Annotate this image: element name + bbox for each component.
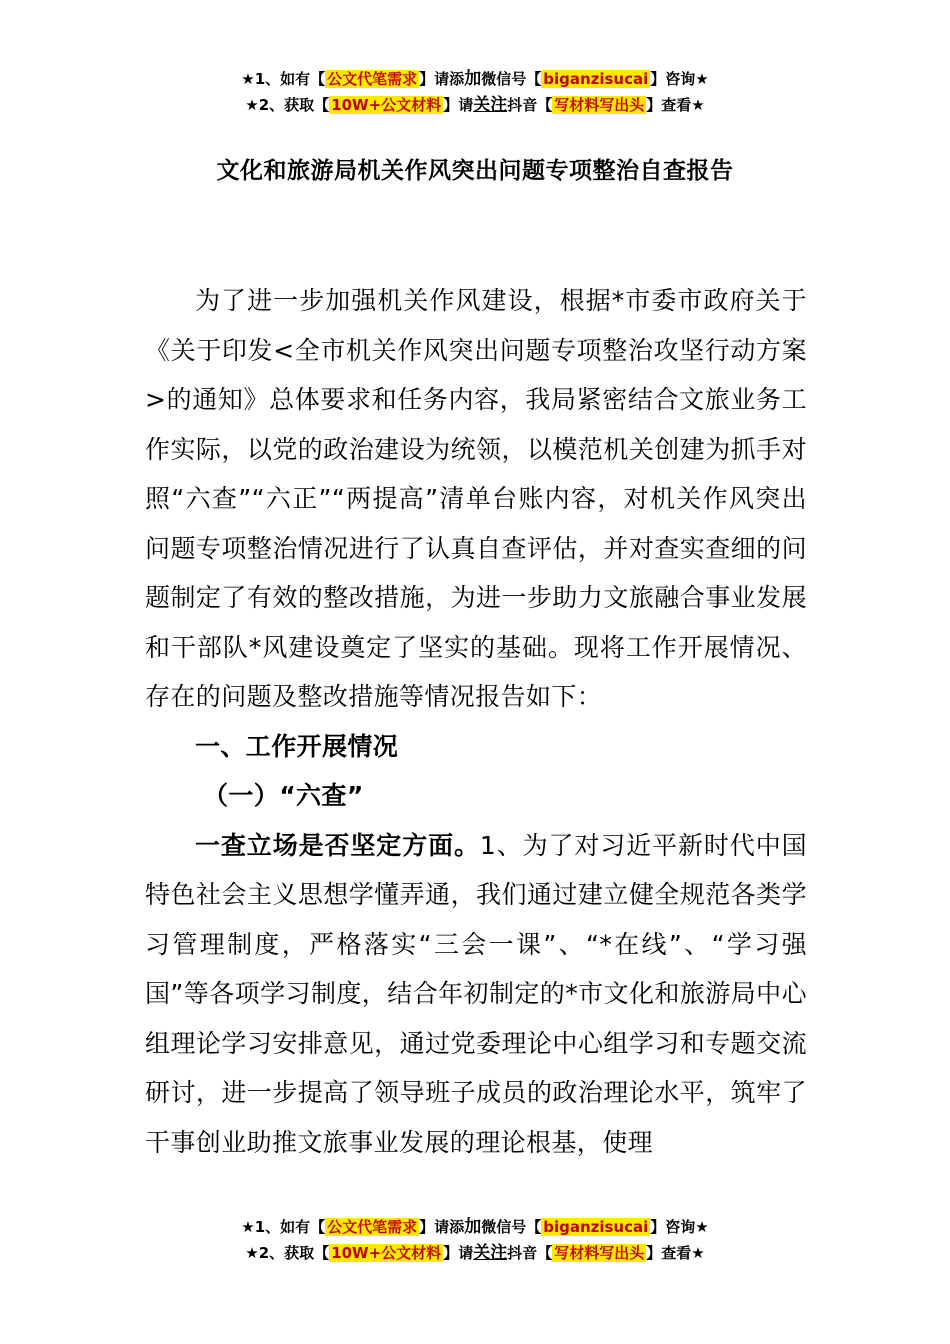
banner-text: 加 [464, 69, 482, 89]
banner-highlight: 10W+公文材料 [331, 96, 442, 114]
banner-text: 】请添 [419, 1218, 465, 1236]
banner-text: 】请 [443, 1244, 474, 1262]
banner-text: 加 [464, 1217, 482, 1237]
paragraph-body [145, 821, 807, 1168]
banner-highlight: biganzisucai [543, 70, 649, 88]
banner-text: 关注 [473, 1243, 508, 1263]
subsection-heading: （一）“六查” [203, 781, 364, 810]
banner-line-2 [0, 92, 950, 118]
banner-text: 抖音【 [507, 96, 553, 114]
banner-line-2 [0, 1240, 950, 1266]
banner-line-1 [0, 1214, 950, 1240]
section-heading: 一、工作开展情况 [195, 731, 399, 761]
paragraph-lead: 一查立场是否坚定方面。 [195, 830, 480, 860]
banner-text: 】咨询★ [650, 70, 709, 88]
banner-text: 】请添 [419, 70, 465, 88]
banner-text: ★1、如有【 [241, 1218, 326, 1236]
banner-highlight: 写材料写出头 [554, 96, 645, 114]
document-title: 文化和旅游局机关作风突出问题专项整治自查报告 [216, 158, 734, 184]
banner-text: 】查看★ [646, 1244, 705, 1262]
banner-text: ★1、如有【 [241, 70, 326, 88]
banner-highlight: biganzisucai [543, 1218, 649, 1236]
banner-highlight: 写材料写出头 [554, 1244, 645, 1262]
banner-text: ★2、获取【 [245, 96, 330, 114]
banner-text: 】请 [443, 96, 474, 114]
document-body [145, 276, 807, 1167]
paragraph-intro: 为了进一步加强机关作风建设，根据*市委市政府关于《关于印发<全市机关作风突出问题专项整治攻坚行动方案>的通知》总体要求和任务内容，我局紧密结合文旅业务工作实际，以党的政治建设为统领，以模范机关创建为抓手对照“六查”“六正”“两提高”清单台账内容，对机关作风突出问题专项整治情况进行了认真自查评估，并对查实查细的问题制定了有效的整改措施，为进一步助力文旅融合事业发展和干部队*风建设奠定了坚实的基础。现将工作开展情况、存在的问题及整改措施等情况报告如下： [145, 286, 807, 711]
header-banner [0, 66, 950, 118]
banner-highlight: 公文代笔需求 [327, 70, 418, 88]
banner-text: 】咨询★ [650, 1218, 709, 1236]
banner-highlight: 10W+公文材料 [331, 1244, 442, 1262]
banner-text: 微信号【 [481, 70, 542, 88]
banner-text: 关注 [473, 95, 508, 115]
banner-text: ★2、获取【 [245, 1244, 330, 1262]
banner-highlight: 公文代笔需求 [327, 1218, 418, 1236]
footer-banner [0, 1214, 950, 1266]
banner-text: 抖音【 [507, 1244, 553, 1262]
banner-line-1 [0, 66, 950, 92]
banner-text: 】查看★ [646, 96, 705, 114]
banner-text: 微信号【 [481, 1218, 542, 1236]
paragraph-text: 1、为了对习近平新时代中国特色社会主义思想学懂弄通，我们通过建立健全规范各类学习管理制度，严格落实“三会一课”、“*在线”、“学习强国”等各项学习制度，结合年初制定的*市文化和旅游局中心组理论学习安排意见，通过党委理论中心组学习和专题交流研讨，进一步提高了领导班子成员的政治理论水平，筑牢了干事创业助推文旅事业发展的理论根基，使理 [145, 830, 808, 1157]
